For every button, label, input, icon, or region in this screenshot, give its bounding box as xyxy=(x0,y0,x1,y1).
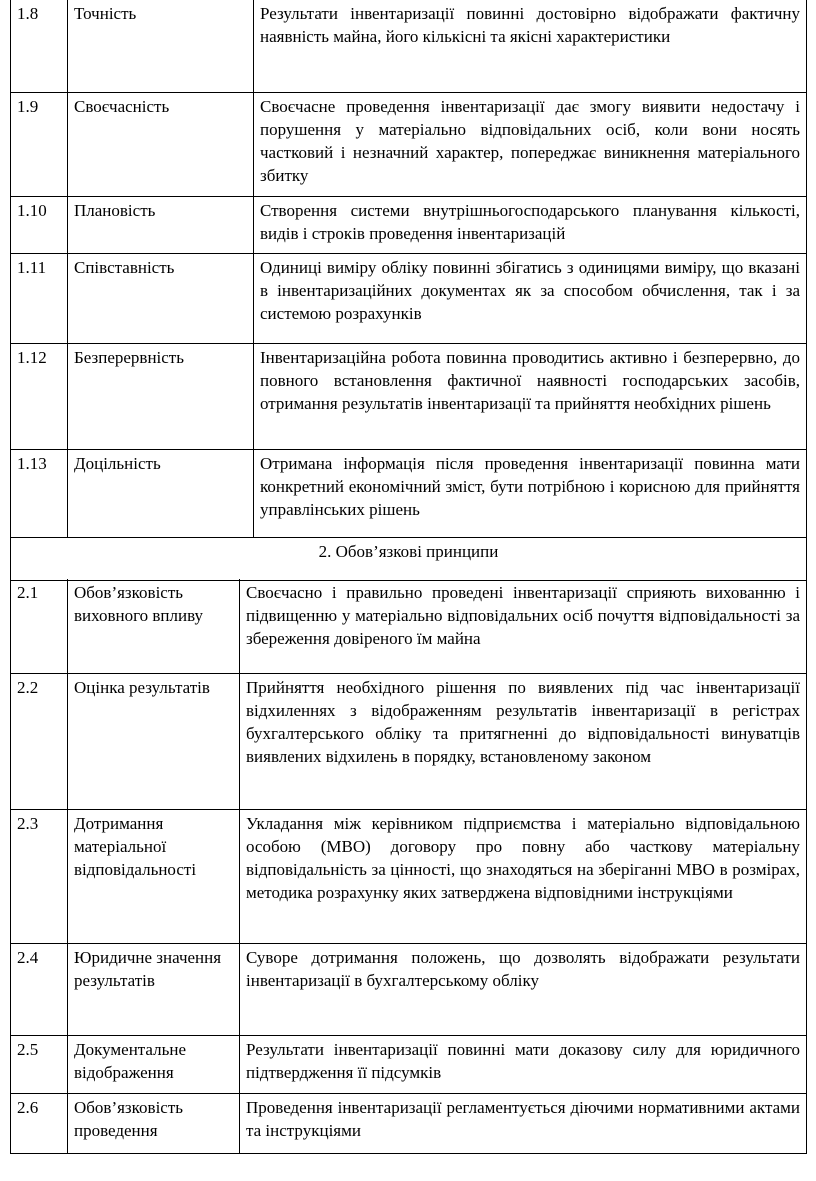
principle-name: Оцінка результатів xyxy=(68,673,240,809)
table-row xyxy=(11,673,807,809)
table-row xyxy=(11,943,807,1035)
row-number: 2.4 xyxy=(11,943,68,1035)
table-row xyxy=(11,1035,807,1093)
principles-table-section-2 xyxy=(10,579,807,1154)
principle-description: Отримана інформація після проведення інвентаризації повинна мати конкретний економічний зміст, бути потрібною і корисною для прийняття управлінських рішень xyxy=(254,449,807,537)
principle-description: Інвентаризаційна робота повинна проводитись активно і безперервно, до повного встановлення фактичної наявності господарських засобів, отримання результатів інвентаризації та прийняття необхідних рішень xyxy=(254,343,807,449)
row-number: 2.5 xyxy=(11,1035,68,1093)
principle-description: Одиниці виміру обліку повинні збігатись з одиницями виміру, що вказані в інвентаризаційних документах як за способом обчислення, так і за системою розрахунків xyxy=(254,253,807,343)
principle-description: Створення системи внутрішньогосподарського планування кількості, видів і строків проведення інвентаризацій xyxy=(254,196,807,253)
principle-name: Дотримання матеріальної відповідальності xyxy=(68,809,240,943)
principle-name: Безперервність xyxy=(68,343,254,449)
principle-name: Своєчасність xyxy=(68,92,254,196)
row-number: 1.9 xyxy=(11,92,68,196)
principles-table-section-1 xyxy=(10,0,807,581)
row-number: 1.10 xyxy=(11,196,68,253)
principle-description: Прийняття необхідного рішення по виявлених під час інвентаризації відхиленнях з відображенням результатів інвентаризації в регістрах бухгалтерського обліку та притягненні до відповідальності винуватців виявлених відхилень в порядку, встановленому законом xyxy=(240,673,807,809)
principle-name: Документальне відображення xyxy=(68,1035,240,1093)
principle-name: Обов’язковість проведення xyxy=(68,1093,240,1153)
row-number: 2.1 xyxy=(11,579,68,673)
principle-description: Проведення інвентаризації регламентується діючими нормативними актами та інструкціями xyxy=(240,1093,807,1153)
principle-name: Співставність xyxy=(68,253,254,343)
principle-name: Обов’язковість виховного впливу xyxy=(68,579,240,673)
table-row xyxy=(11,579,807,673)
row-number: 1.11 xyxy=(11,253,68,343)
section-heading-row xyxy=(11,537,807,580)
table-row xyxy=(11,809,807,943)
principle-description: Своєчасно і правильно проведені інвентаризації сприяють вихованню і підвищенню у матеріально відповідальних осіб почуття відповідальності за збереження довіреного їм майна xyxy=(240,579,807,673)
row-number: 1.12 xyxy=(11,343,68,449)
row-number: 1.8 xyxy=(11,0,68,92)
principle-name: Точність xyxy=(68,0,254,92)
table-row xyxy=(11,343,807,449)
principle-description: Укладання між керівником підприємства і матеріально відповідальною особою (МВО) договору про повну або часткову матеріальну відповідальність за цінності, що знаходяться на зберіганні МВО в розмірах, методика розрахунку яких затверджена відповідними інструкціями xyxy=(240,809,807,943)
table-row xyxy=(11,196,807,253)
table-row xyxy=(11,449,807,537)
principle-name: Плановість xyxy=(68,196,254,253)
principle-description: Своєчасне проведення інвентаризації дає змогу виявити недостачу і порушення у матеріально відповідальних осіб, коли вони носять частковий і незначний характер, попереджає виникнення матеріального збитку xyxy=(254,92,807,196)
principle-name: Юридичне значення результатів xyxy=(68,943,240,1035)
section-heading: 2. Обов’язкові принципи xyxy=(11,537,807,580)
principle-description: Результати інвентаризації повинні мати доказову силу для юридичного підтвердження її підсумків xyxy=(240,1035,807,1093)
principle-name: Доцільність xyxy=(68,449,254,537)
principle-description: Результати інвентаризації повинні достовірно відображати фактичну наявність майна, його кількісні та якісні характеристики xyxy=(254,0,807,92)
table-row xyxy=(11,0,807,92)
row-number: 2.2 xyxy=(11,673,68,809)
principle-description: Суворе дотримання положень, що дозволять відображати результати інвентаризації в бухгалтерському обліку xyxy=(240,943,807,1035)
row-number: 1.13 xyxy=(11,449,68,537)
table-row xyxy=(11,253,807,343)
row-number: 2.6 xyxy=(11,1093,68,1153)
row-number: 2.3 xyxy=(11,809,68,943)
table-row xyxy=(11,92,807,196)
table-row xyxy=(11,1093,807,1153)
